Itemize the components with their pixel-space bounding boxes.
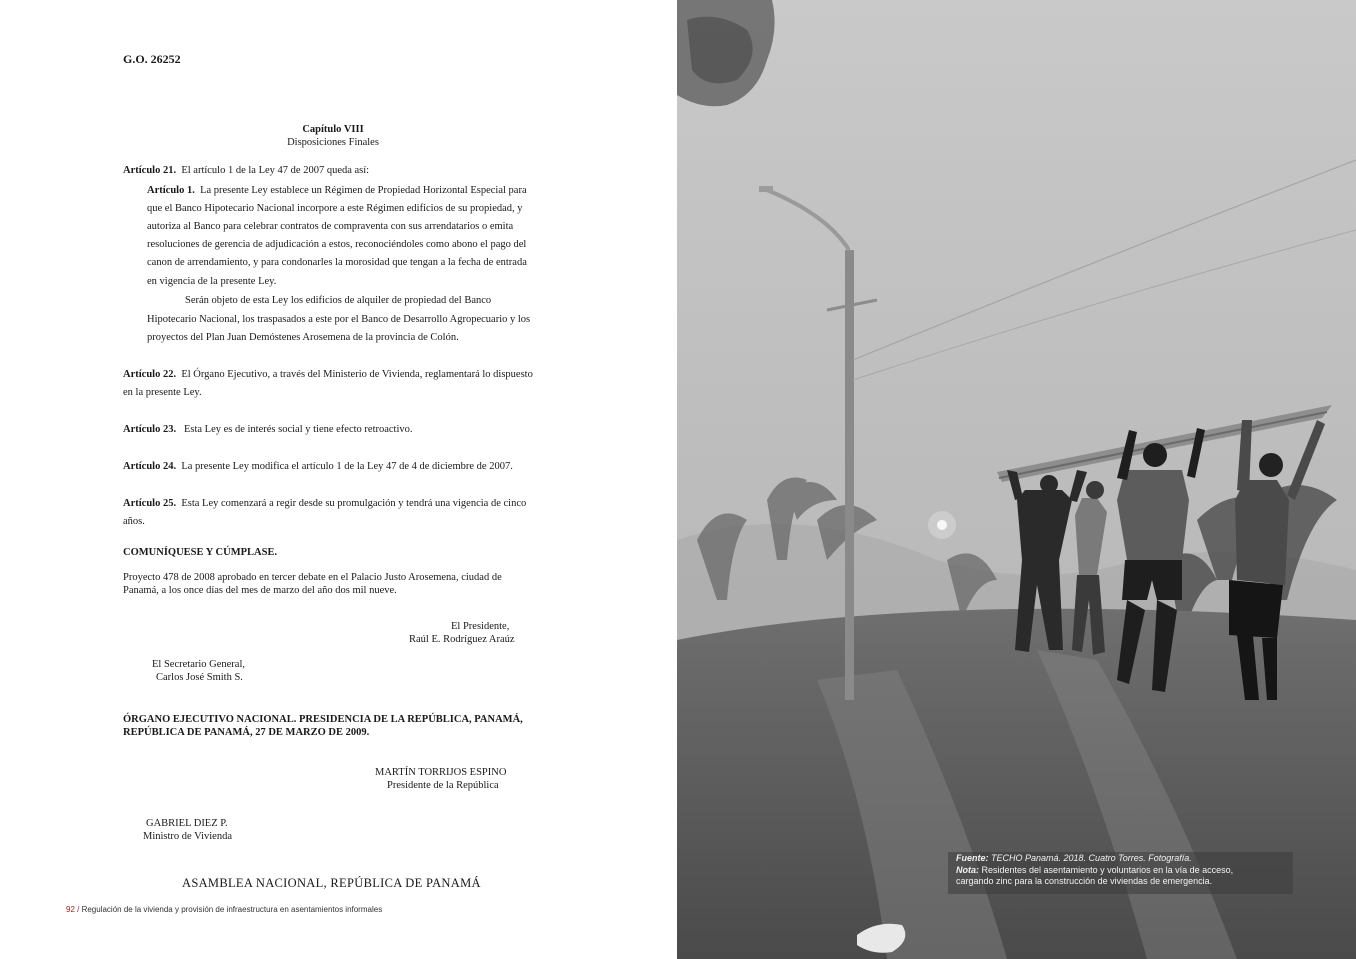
organo-line-1: ÓRGANO EJECUTIVO NACIONAL. PRESIDENCIA DE LA REPÚBLICA, PANAMÁ, (123, 714, 523, 725)
proyecto-line-1: Proyecto 478 de 2008 aprobado en tercer debate en el Palacio Justo Arosemena, ciudad de (123, 572, 502, 583)
presidente-title: El Presidente, (451, 621, 510, 632)
page-footer: 92 / Regulación de la vivienda y provisión de infraestructura en asentamientos informales (66, 905, 383, 914)
article-1-p2-line-3: proyectos del Plan Juan Demóstenes Arosemena de la provincia de Colón. (147, 332, 459, 343)
comuniquese: COMUNÍQUESE Y CÚMPLASE. (123, 547, 278, 558)
article-22-line-2: en la presente Ley. (123, 387, 202, 398)
gazette-number: G.O. 26252 (123, 52, 181, 66)
article-1-line-4: resoluciones de gerencia de adjudicación a estos, reconociéndoles como abono el pago del (147, 239, 527, 250)
source-label: Fuente: (956, 853, 989, 863)
article-1-line-3: autoriza al Banco para celebrar contratos de compraventa con sus arrendatarios o emita (147, 221, 514, 232)
article-25-line-2: años. (123, 516, 145, 527)
article-23: Artículo 23. Esta Ley es de interés social y tiene efecto retroactivo. (123, 424, 413, 435)
proyecto-line-2: Panamá, a los once días del mes de marzo del año dos mil nueve. (123, 585, 397, 596)
asamblea-heading: ASAMBLEA NACIONAL, REPÚBLICA DE PANAMÁ (182, 876, 481, 890)
article-1-label: Artículo 1. (147, 185, 195, 196)
article-24-label: Artículo 24. (123, 461, 177, 472)
note-line-1: Residentes del asentamiento y voluntarios en la vía de acceso, (981, 864, 1234, 875)
gabriel-title: Ministro de Vivienda (143, 831, 232, 842)
left-page (0, 0, 677, 959)
secretario-title: El Secretario General, (152, 659, 245, 670)
chapter-number: Capítulo VIII (302, 124, 364, 135)
photo-page (677, 0, 1356, 959)
article-1-p2-line-1: Serán objeto de esta Ley los edificios de alquiler de propiedad del Banco (185, 295, 492, 306)
article-21-text: El artículo 1 de la Ley 47 de 2007 queda así: (181, 165, 370, 176)
caption-source (956, 853, 1285, 865)
source-text: TECHO Panamá. 2018. Cuatro Torres. Fotografía. (991, 853, 1192, 863)
martin-title: Presidente de la República (387, 780, 499, 791)
article-24: Artículo 24. La presente Ley modifica el artículo 1 de la Ley 47 de 4 de diciembre de 2007. (123, 461, 513, 472)
article-21 (123, 162, 369, 180)
photo-caption (948, 852, 1293, 894)
chapter-title: Disposiciones Finales (287, 137, 379, 148)
article-1-line-1: Artículo 1. La presente Ley establece un Régimen de Propiedad Horizontal Especial para (147, 185, 527, 196)
article-23-label: Artículo 23. (123, 424, 177, 435)
note-line-2: cargando zinc para la construcción de viviendas de emergencia. (956, 876, 1213, 886)
article-25-label: Artículo 25. (123, 498, 177, 509)
article-25-line-1: Artículo 25. Esta Ley comenzará a regir desde su promulgación y tendrá una vigencia de cinco (123, 498, 527, 509)
organo-line-2: REPÚBLICA DE PANAMÁ, 27 DE MARZO DE 2009. (123, 727, 370, 738)
martin-name: MARTÍN TORRIJOS ESPINO (375, 767, 507, 778)
article-22-line-1: Artículo 22. El Órgano Ejecutivo, a través del Ministerio de Vivienda, reglamentará lo dispuesto (123, 369, 533, 380)
article-22-label: Artículo 22. (123, 369, 177, 380)
footer-text: Regulación de la vivienda y provisión de infraestructura en asentamientos informales (81, 905, 383, 914)
article-21-label: Artículo 21. (123, 165, 177, 176)
presidente-name: Raúl E. Rodríguez Araúz (409, 634, 515, 645)
article-1-line-2: que el Banco Hipotecario Nacional incorpore a este Régimen edificios de su propiedad, y (147, 203, 523, 214)
note-label: Nota: (956, 864, 979, 875)
article-1-line-5: canon de arrendamiento, y para condonarles la morosidad que tengan a la fecha de entrada (147, 257, 527, 268)
caption-note (956, 865, 1285, 877)
article-1-line-6: en vigencia de la presente Ley. (147, 276, 277, 287)
gabriel-name: GABRIEL DIEZ P. (146, 818, 228, 829)
page-number: 92 (66, 905, 75, 914)
article-1-p2-line-2: Hipotecario Nacional, los traspasados a este por el Banco de Desarrollo Agropecuario y los (147, 314, 531, 325)
volunteers-carrying-zinc-photo (677, 0, 1356, 959)
secretario-name: Carlos José Smith S. (156, 672, 243, 683)
